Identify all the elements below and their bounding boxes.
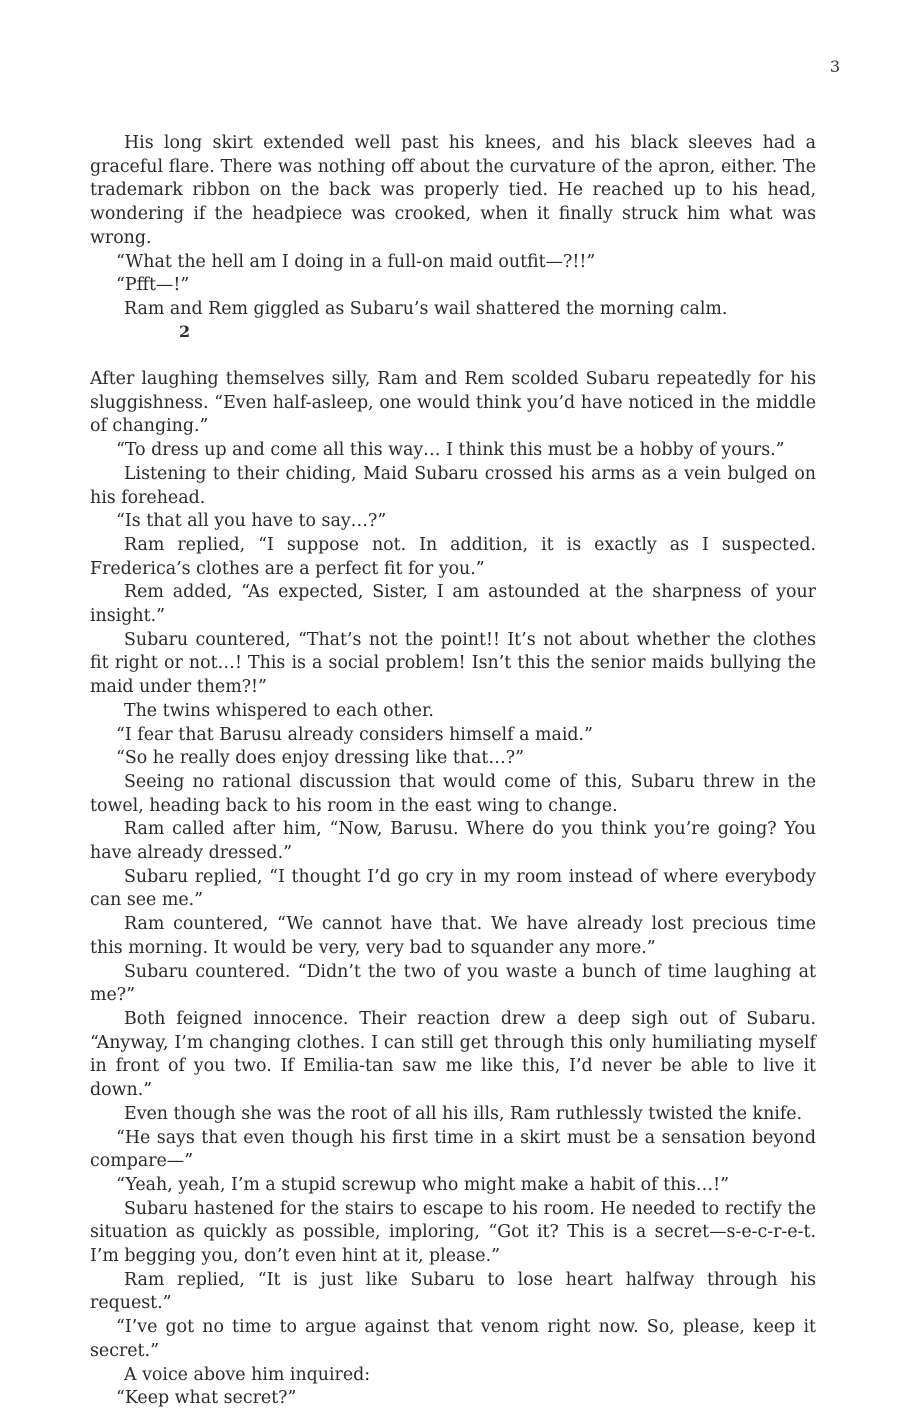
paragraph: Seeing no rational discussion that would come of this, Subaru threw in the towel, heading back to his room in the east wing to change.	[90, 771, 816, 816]
paragraph: Even though she was the root of all his ills, Ram ruthlessly twisted the knife.	[124, 1103, 803, 1124]
paragraph: “Yeah, yeah, I’m a stupid screwup who might make a habit of this…!”	[116, 1174, 730, 1195]
paragraph: “I fear that Barusu already considers himself a maid.”	[116, 724, 593, 745]
section-number: 2	[179, 322, 191, 341]
paragraph: His long skirt extended well past his knees, and his black sleeves had a graceful flare. There was nothing off about the curvature of the apron, either. The trademark ribbon on the back was properly tied. He reached up to his head, wondering if the headpiece was crooked, when it finally struck him what was wrong.	[90, 133, 816, 248]
paragraph: “I’ve got no time to argue against that venom right now. So, please, keep it secret.”	[90, 1317, 816, 1361]
paragraph: Subaru countered, “That’s not the point!! It’s not about whether the clothes fit right or not…! This is a social problem! Isn’t this the senior maids bullying the maid under them?!”	[90, 629, 816, 698]
paragraph: Subaru hastened for the stairs to escape to his room. He needed to rectify the situation as quickly as possible, imploring, “Got it? This is a secret—s-e-c-r-e-t. I’m begging you, don’t even hint at it, please.”	[90, 1198, 816, 1267]
paragraph: Subaru countered. “Didn’t the two of you waste a bunch of time laughing at me?”	[90, 961, 816, 1006]
paragraph: “Is that all you have to say…?”	[116, 511, 387, 532]
paragraph: The twins whispered to each other.	[124, 700, 434, 721]
page-number: 3	[829, 57, 840, 76]
paragraph: “To dress up and come all this way… I think this must be a hobby of yours.”	[116, 440, 785, 461]
paragraph: A voice above him inquired:	[124, 1364, 371, 1385]
paragraph: “Pfft—!”	[116, 275, 190, 296]
paragraph: Ram replied, “It is just like Subaru to lose heart halfway through his request.”	[90, 1269, 816, 1314]
paragraph: Ram called after him, “Now, Barusu. Where do you think you’re going? You have already dressed.”	[90, 819, 816, 864]
paragraph: After laughing themselves silly, Ram and Rem scolded Subaru repeatedly for his sluggishness. “Even half-asleep, one would think you’d have noticed in the middle of changing.”	[90, 369, 816, 437]
paragraph: Ram replied, “I suppose not. In addition, it is exactly as I suspected. Frederica’s clothes are a perfect fit for you.”	[90, 534, 816, 579]
paragraph: Both feigned innocence. Their reaction drew a deep sigh out of Subaru. “Anyway, I’m changing clothes. I can still get through this only humiliating myself in front of you two. If Emilia-tan saw me like this, I’d never be able to live it down.”	[90, 1008, 816, 1101]
paragraph: “What the hell am I doing in a full-on maid outfit—?!!”	[116, 251, 596, 272]
paragraph: “Keep what secret?”	[116, 1388, 297, 1409]
paragraph: Ram countered, “We cannot have that. We have already lost precious time this morning. It would be very, very bad to squander any more.”	[90, 914, 816, 958]
paragraph: Rem added, “As expected, Sister, I am astounded at the sharpness of your insight.”	[90, 582, 816, 627]
paragraph: Ram and Rem giggled as Subaru’s wail shattered the morning calm.	[124, 298, 728, 319]
text-block-main	[90, 368, 816, 1411]
text-block-top	[90, 132, 816, 322]
paragraph: Listening to their chiding, Maid Subaru crossed his arms as a vein bulged on his forehead.	[90, 463, 816, 508]
paragraph: “So he really does enjoy dressing like that…?”	[116, 748, 524, 769]
paragraph: Subaru replied, “I thought I’d go cry in my room instead of where everybody can see me.”	[90, 866, 816, 911]
paragraph: “He says that even though his first time in a skirt must be a sensation beyond compare—”	[90, 1127, 816, 1172]
